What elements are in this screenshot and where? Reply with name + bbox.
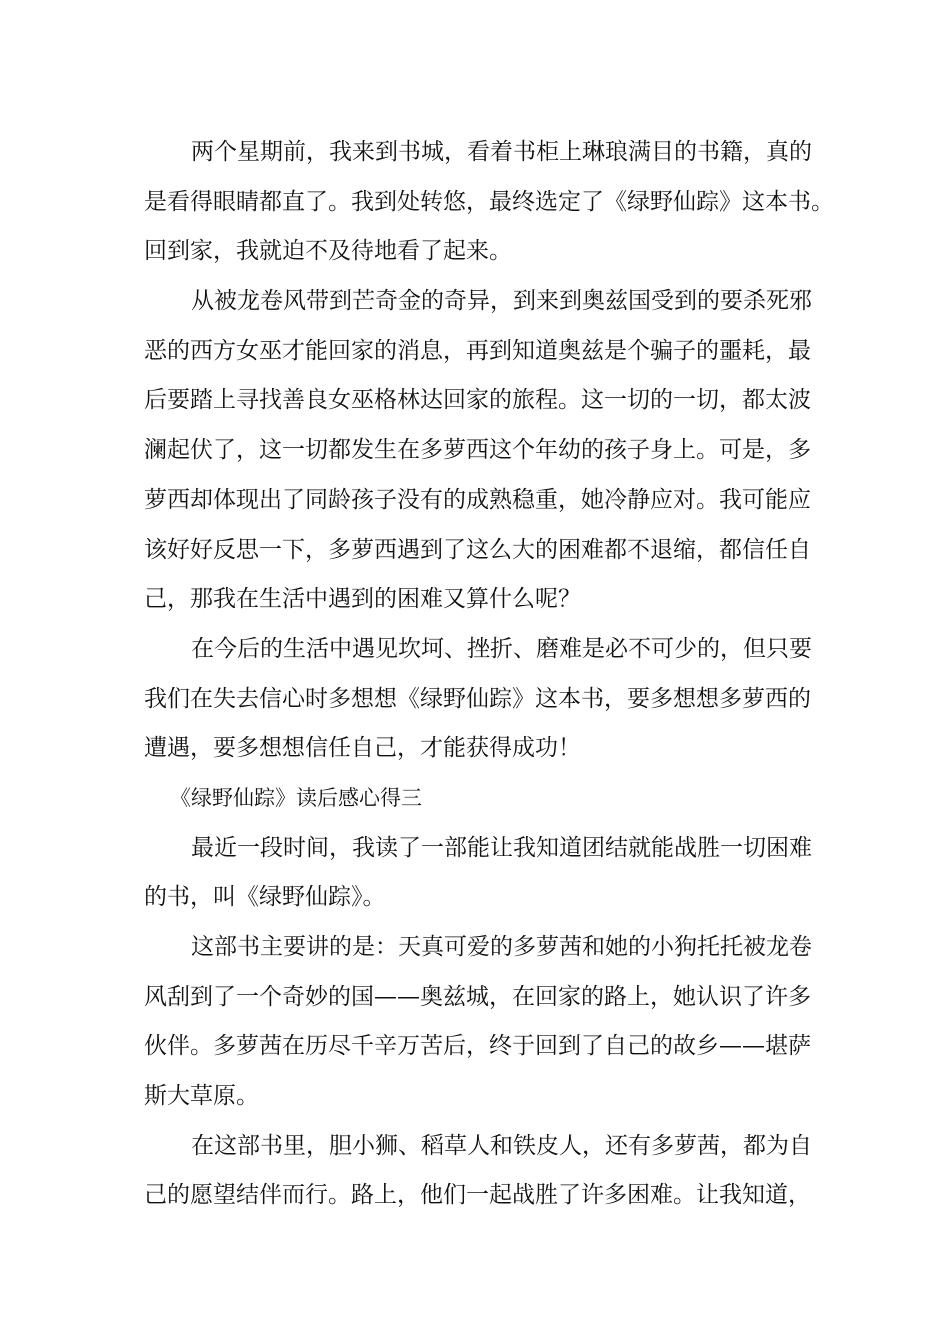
text-line: 从被龙卷风带到芒奇金的奇异，到来到奥兹国受到的要杀死邪 bbox=[191, 288, 812, 315]
paragraph bbox=[144, 625, 810, 774]
text-line: 澜起伏了，这一切都发生在多萝西这个年幼的孩子身上。可是，多 bbox=[144, 437, 811, 464]
text-line: 斯大草原。 bbox=[144, 1083, 259, 1110]
text-line: 最近一段时间，我读了一部能让我知道团结就能战胜一切困难 bbox=[191, 834, 812, 861]
text-line: 遭遇，要多想想信任自己，才能获得成功！ bbox=[144, 735, 581, 762]
text-line: 在这部书里，胆小狮、稻草人和铁皮人，还有多萝茜，都为自 bbox=[191, 1132, 812, 1159]
text-line: 该好好反思一下，多萝西遇到了这么大的困难都不退缩，都信任自 bbox=[144, 536, 811, 563]
text-line: 回到家，我就迫不及待地看了起来。 bbox=[144, 238, 512, 265]
text-line: 恶的西方女巫才能回家的消息，再到知道奥兹是个骗子的噩耗，最 bbox=[144, 337, 811, 364]
text-line: 这部书主要讲的是：天真可爱的多萝茜和她的小狗托托被龙卷 bbox=[191, 934, 812, 960]
text-line: 的书，叫《绿野仙踪》。 bbox=[144, 884, 386, 911]
text-line: 我们在失去信心时多想想《绿野仙踪》这本书，要多想想多萝西的 bbox=[144, 685, 811, 712]
text-line: 伙伴。多萝茜在历尽千辛万苦后，终于回到了自己的故乡——堪萨 bbox=[144, 1033, 811, 1060]
paragraph bbox=[144, 128, 834, 277]
document-body bbox=[144, 128, 834, 1221]
text-line: 是看得眼睛都直了。我到处转悠，最终选定了《绿野仙踪》这本书。 bbox=[144, 188, 834, 215]
text-line: 两个星期前，我来到书城，看着书柜上琳琅满目的书籍，真的 bbox=[191, 139, 812, 165]
section-heading: 《绿野仙踪》读后感心得三 bbox=[170, 785, 422, 810]
paragraph bbox=[144, 923, 810, 1122]
text-line: 在今后的生活中遇见坎坷、挫折、磨难是必不可少的，但只要 bbox=[191, 635, 812, 662]
text-line: 己，那我在生活中遇到的困难又算什么呢？ bbox=[144, 586, 581, 613]
paragraph bbox=[144, 824, 810, 923]
paragraph bbox=[144, 1122, 810, 1221]
text-line: 后要踏上寻找善良女巫格林达回家的旅程。这一切的一切，都太波 bbox=[144, 387, 811, 414]
text-line: 风刮到了一个奇妙的国——奥兹城，在回家的路上，她认识了许多 bbox=[144, 983, 811, 1010]
text-line: 萝西却体现出了同龄孩子没有的成熟稳重，她冷静应对。我可能应 bbox=[144, 486, 811, 513]
paragraph bbox=[144, 277, 810, 625]
text-line: 己的愿望结伴而行。路上，他们一起战胜了许多困难。让我知道， bbox=[144, 1182, 811, 1209]
